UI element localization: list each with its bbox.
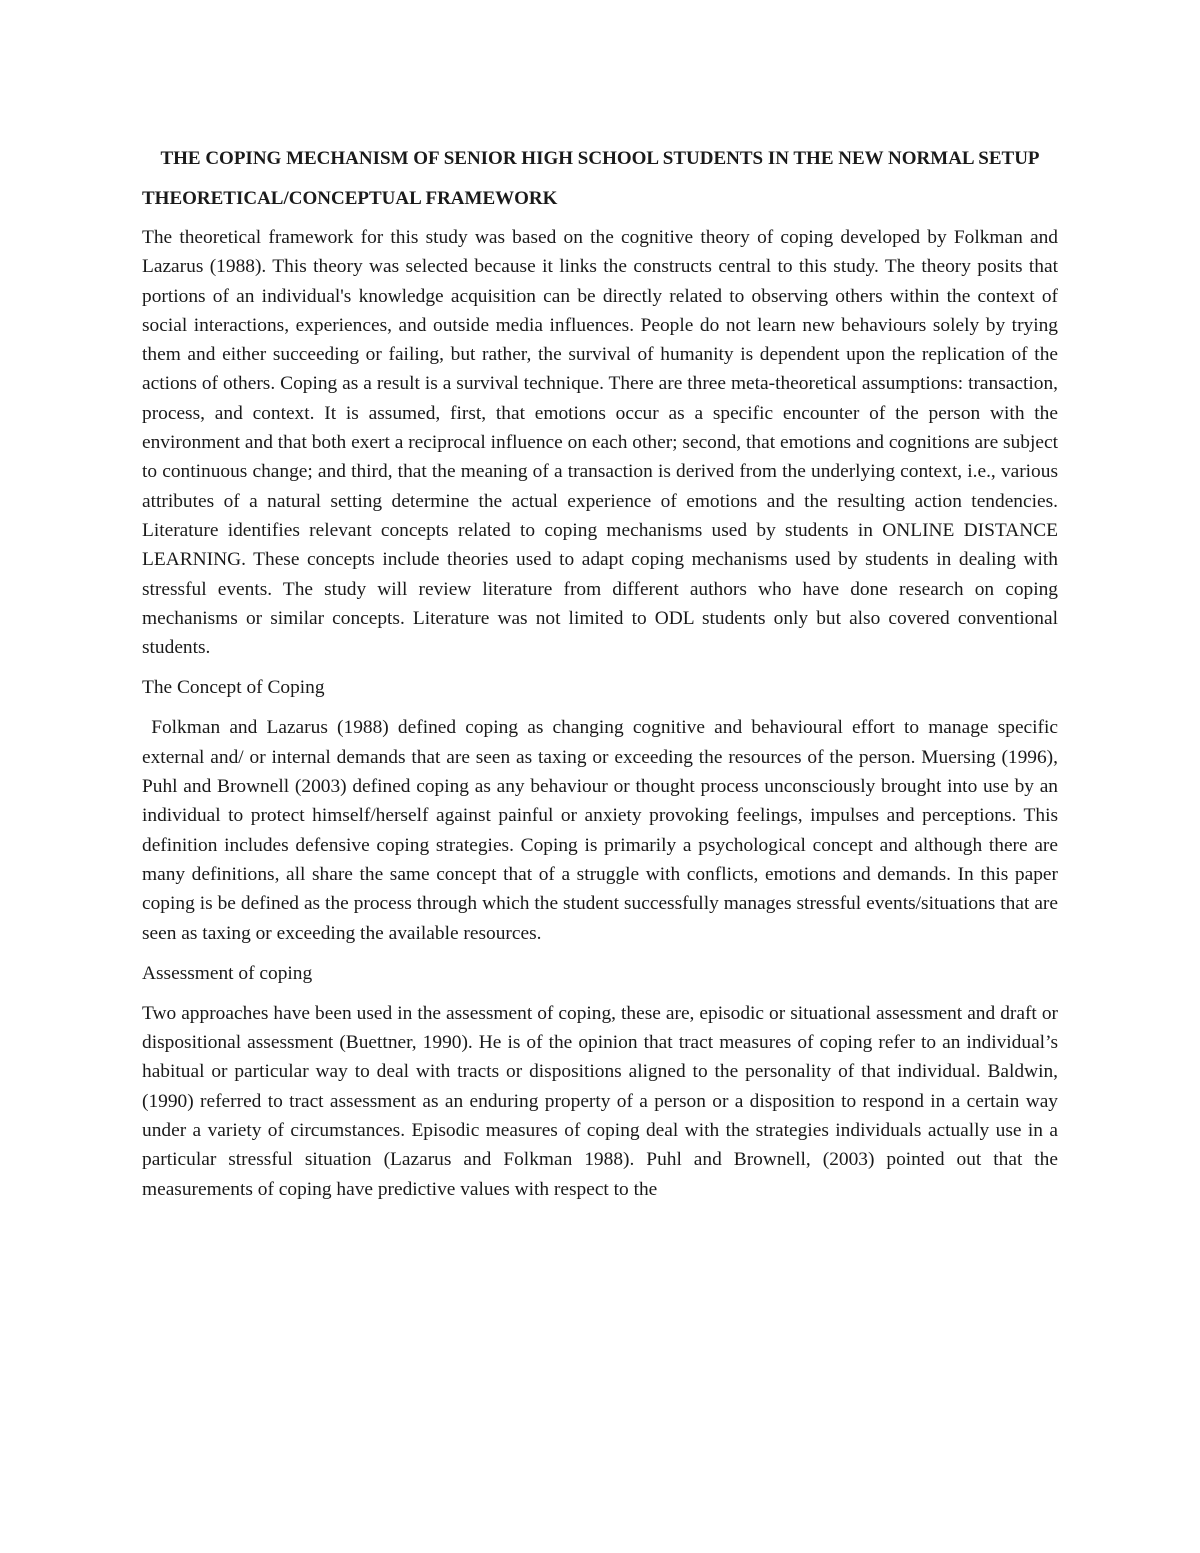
subheading-concept-of-coping: The Concept of Coping (142, 677, 325, 699)
subheading-assessment-of-coping: Assessment of coping (142, 962, 313, 984)
paragraph-assessment-of-coping: Two approaches have been used in the assessment of coping, these are, episodic or situational assessment and draft or dispositional assessment (Buettner, 1990). He is of the opinion that tract measures of coping refer to an individual’s habitual or particular way to deal with tracts or dispositions aligned to the personality of that individual. Baldwin, (1990) referred to tract assessment as an enduring property of a person or a disposition to respond in a certain way under a variety of circumstances. Episodic measures of coping deal with the strategies individuals actually use in a particular stressful situation (Lazarus and Folkman 1988). Puhl and Brownell, (2003) pointed out that the measurements of coping have predictive values with respect to the (142, 1002, 1058, 1200)
section-heading: THEORETICAL/CONCEPTUAL FRAMEWORK (142, 188, 558, 209)
document-page (142, 145, 1058, 1215)
paragraph-theoretical-framework: The theoretical framework for this study was based on the cognitive theory of coping developed by Folkman and Lazarus (1988). This theory was selected because it links the constructs central to this study. The theory posits that portions of an individual's knowledge acquisition can be directly related to observing others within the context of social interactions, experiences, and outside media influences. People do not learn new behaviours solely by trying them and either succeeding or failing, but rather, the survival of humanity is dependent upon the replication of the actions of others. Coping as a result is a survival technique. There are three meta-theoretical assumptions: transaction, process, and context. It is assumed, first, that emotions occur as a specific encounter of the person with the environment and that both exert a reciprocal influence on each other; second, that emotions and cognitions are subject to continuous change; and third, that the meaning of a transaction is derived from the underlying context, i.e., various attributes of a natural setting determine the actual experience of emotions and the resulting action tendencies. Literature identifies relevant concepts related to coping mechanisms used by students in ONLINE DISTANCE LEARNING. These concepts include theories used to adapt coping mechanisms used by students in dealing with stressful events. The study will review literature from different authors who have done research on coping mechanisms or similar concepts. Literature was not limited to ODL students only but also covered conventional students. (142, 227, 1058, 659)
paragraph-concept-of-coping: Folkman and Lazarus (1988) defined coping as changing cognitive and behavioural effort to manage specific external and/ or internal demands that are seen as taxing or exceeding the resources of the person. Muersing (1996), Puhl and Brownell (2003) defined coping as any behaviour or thought process unconsciously brought into use by an individual to protect himself/herself against painful or anxiety provoking feelings, impulses and perceptions. This definition includes defensive coping strategies. Coping is primarily a psychological concept and although there are many definitions, all share the same concept that of a struggle with conflicts, emotions and demands. In this paper coping is be defined as the process through which the student successfully manages stressful events/situations that are seen as taxing or exceeding the available resources. (142, 717, 1058, 944)
document-title: THE COPING MECHANISM OF SENIOR HIGH SCHOOL STUDENTS IN THE NEW NORMAL SETUP (160, 148, 1040, 169)
